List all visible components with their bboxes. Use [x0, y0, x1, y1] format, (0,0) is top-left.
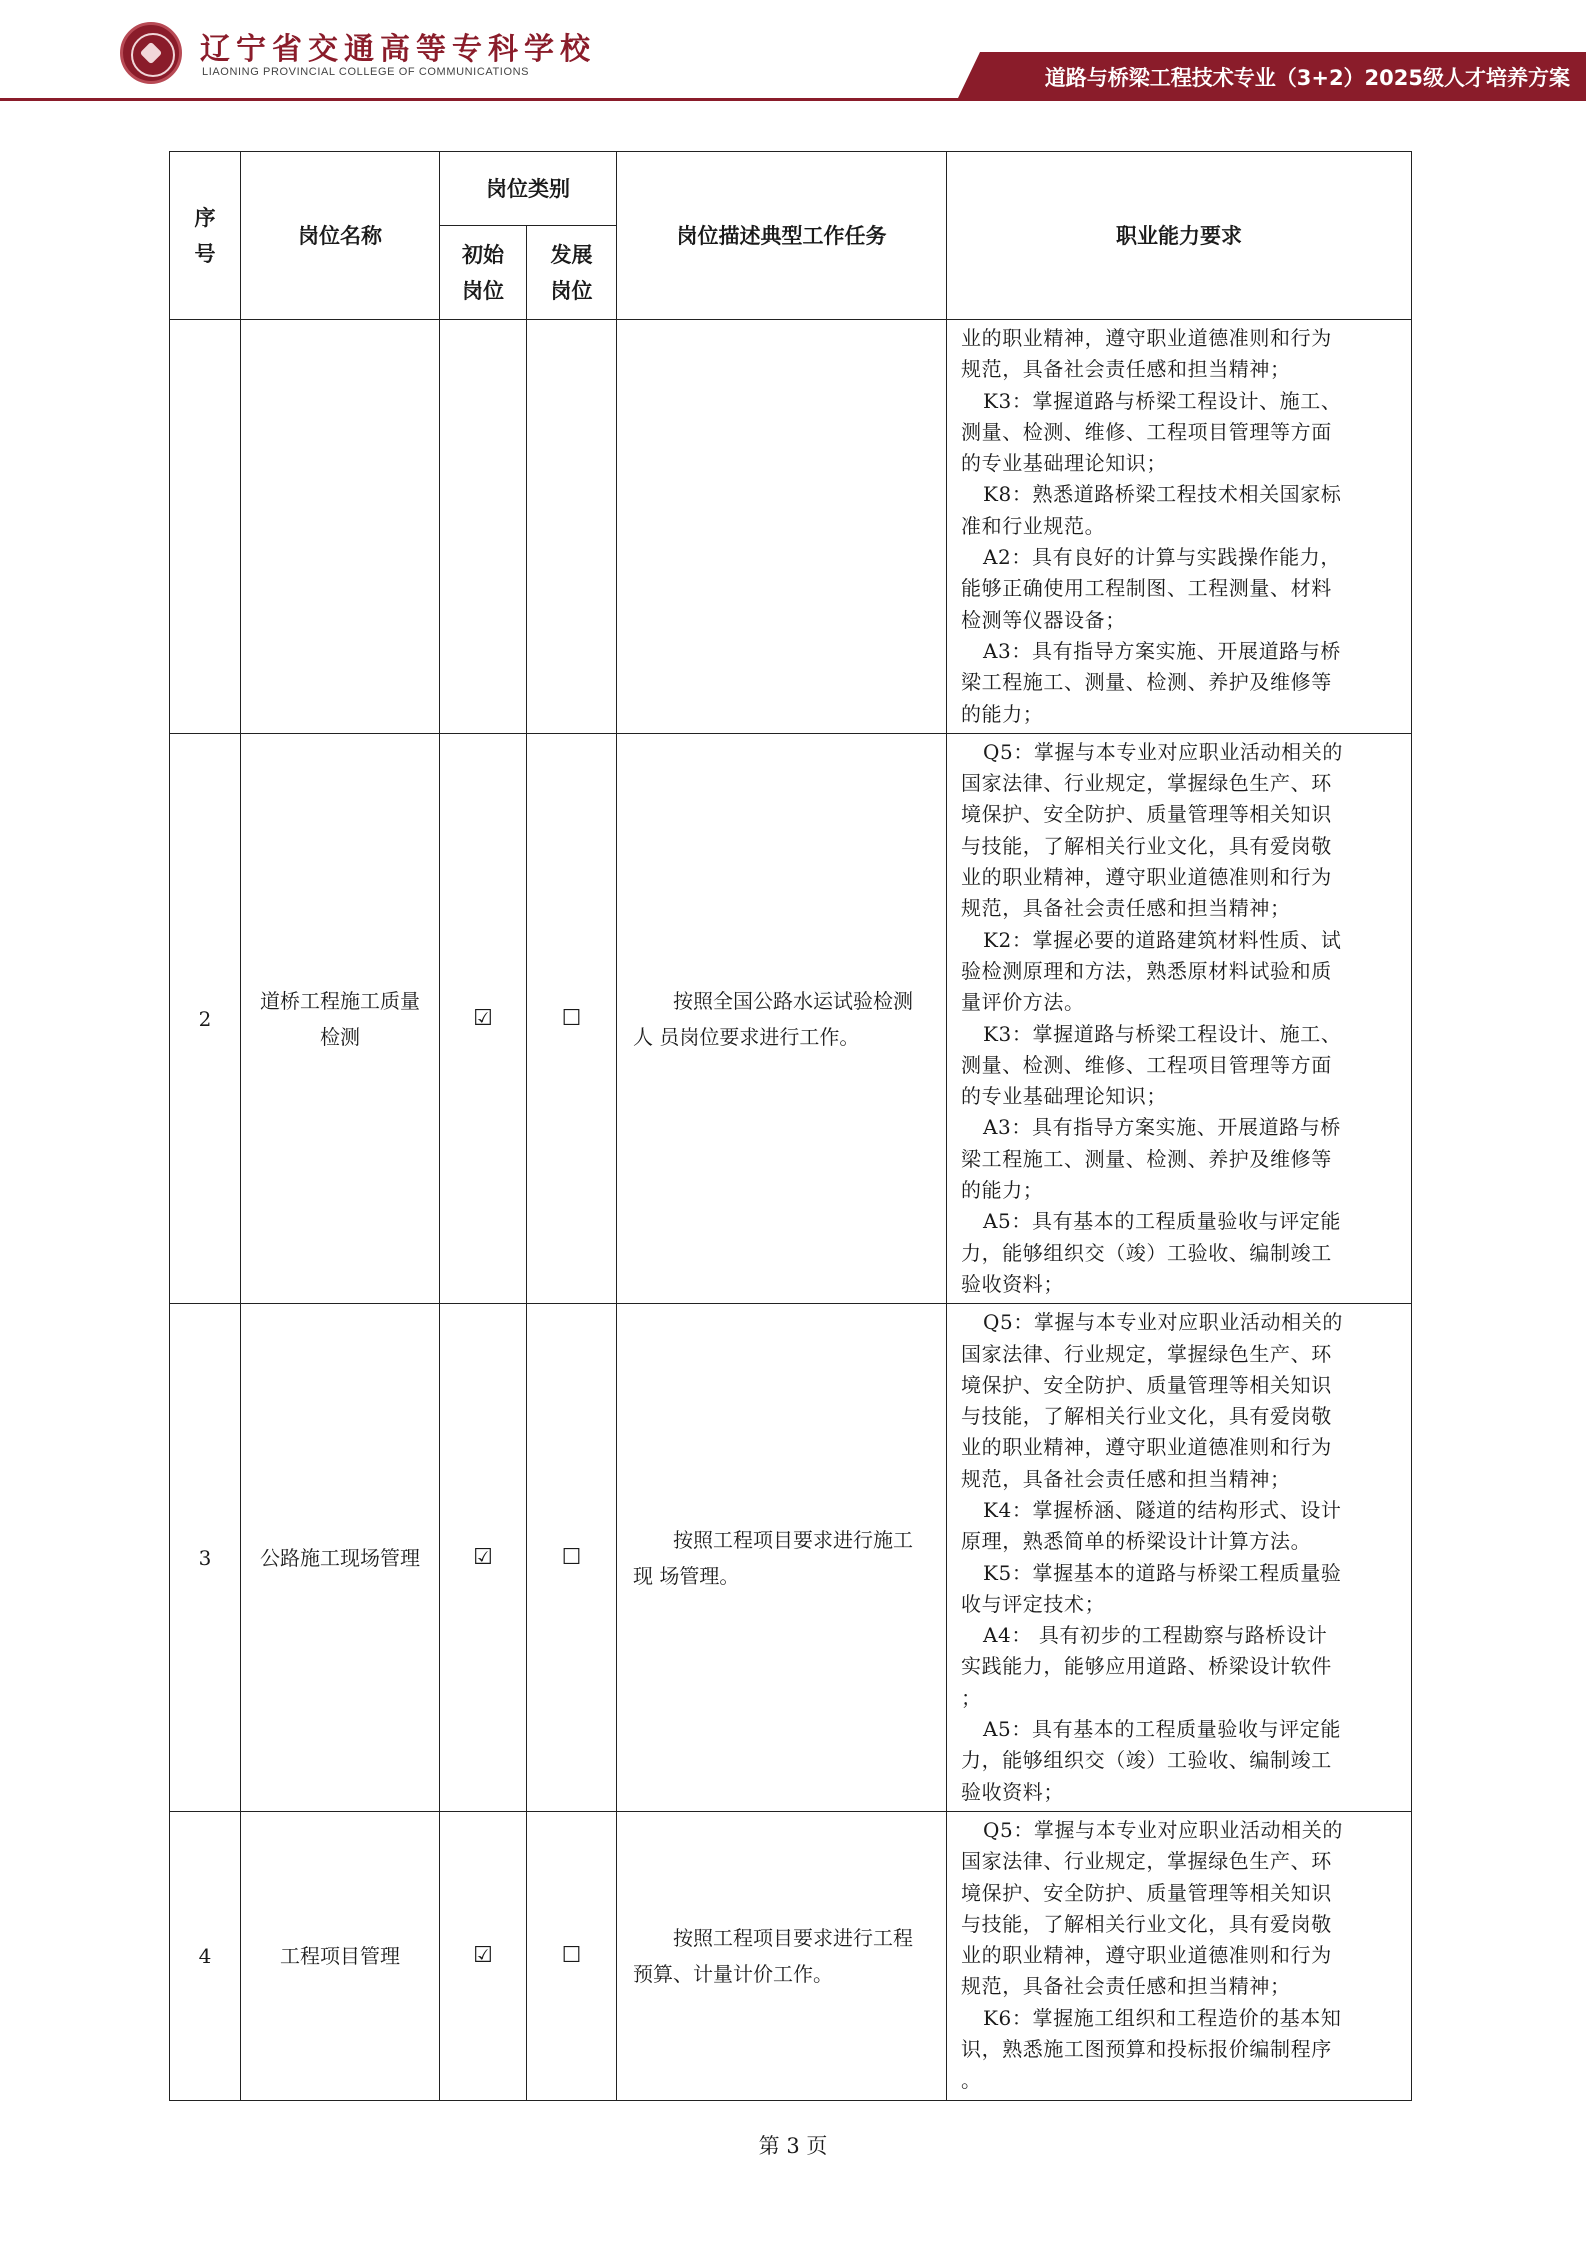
position-name — [241, 320, 440, 734]
header-no: 序号 — [170, 152, 241, 320]
table-row — [170, 320, 1412, 734]
initial-checkbox — [440, 1811, 527, 2100]
requirement-line: K3：掌握道路与桥梁工程设计、施工、 — [983, 388, 1342, 413]
initial-checkbox — [440, 733, 527, 1303]
position-name: 工程项目管理 — [241, 1811, 440, 2100]
requirement-line: 国家法律、行业规定，掌握绿色生产、环 — [961, 771, 1332, 796]
requirement-line: 准和行业规范。 — [961, 513, 1106, 538]
requirement-line: 。 — [961, 2068, 982, 2093]
unchecked-box-icon: ☐ — [561, 1545, 582, 1571]
requirement-line: K6：掌握施工组织和工程造价的基本知 — [983, 2005, 1342, 2030]
requirement-line: 境保护、安全防护、质量管理等相关知识 — [961, 1880, 1332, 1905]
requirements-cell — [947, 1304, 1412, 1812]
requirement-line: K4：掌握桥涵、隧道的结构形式、设计 — [983, 1497, 1342, 1522]
table-row — [170, 733, 1412, 1303]
checked-box-icon: ☑ — [473, 1943, 493, 1969]
requirement-line: 测量、检测、维修、工程项目管理等方面 — [961, 419, 1332, 444]
header-position-name: 岗位名称 — [241, 152, 440, 320]
requirement-line: K3：掌握道路与桥梁工程设计、施工、 — [983, 1021, 1342, 1046]
requirement-line: K8：熟悉道路桥梁工程技术相关国家标 — [983, 482, 1342, 507]
initial-checkbox — [440, 320, 527, 734]
requirement-line: A5：具有基本的工程质量验收与评定能 — [983, 1717, 1341, 1742]
page-header — [0, 0, 1586, 105]
requirement-line: 的专业基础理论知识； — [961, 1084, 1167, 1109]
requirement-line: 验收资料； — [961, 1271, 1064, 1296]
requirement-line: A2：具有良好的计算与实践操作能力， — [983, 545, 1341, 570]
table-body — [170, 320, 1412, 2101]
checked-box-icon: ☑ — [473, 1545, 493, 1571]
school-name-cn: 辽宁省交通高等专科学校 — [200, 32, 596, 67]
school-logo-icon — [120, 22, 182, 84]
row-number: 2 — [170, 733, 241, 1303]
requirement-line: A3：具有指导方案实施、开展道路与桥 — [983, 638, 1341, 663]
requirement-line: 检测等仪器设备； — [961, 607, 1126, 632]
header-divider — [0, 98, 1586, 101]
position-name: 公路施工现场管理 — [241, 1304, 440, 1812]
requirements-cell — [947, 1811, 1412, 2100]
development-checkbox — [527, 733, 617, 1303]
requirement-line: 原理，熟悉简单的桥梁设计计算方法。 — [961, 1529, 1312, 1554]
requirement-line: 规范，具备社会责任感和担当精神； — [961, 357, 1291, 382]
requirement-line: 业的职业精神，遵守职业道德准则和行为 — [961, 326, 1332, 350]
requirement-line: 业的职业精神，遵守职业道德准则和行为 — [961, 1943, 1332, 1968]
requirement-line: 识，熟悉施工图预算和投标报价编制程序 — [961, 2037, 1332, 2062]
unchecked-box-icon: ☐ — [561, 1943, 582, 1969]
position-ability-table — [169, 151, 1412, 2101]
requirement-line: K5：掌握基本的道路与桥梁工程质量验 — [983, 1560, 1342, 1585]
requirement-line: Q5：掌握与本专业对应职业活动相关的 — [983, 1310, 1343, 1335]
task-description: 按照工程项目要求进行工程预算、计量计价工作。 — [617, 1811, 947, 2100]
row-number: 4 — [170, 1811, 241, 2100]
position-name: 道桥工程施工质量检测 — [241, 733, 440, 1303]
requirement-line: 与技能，了解相关行业文化，具有爱岗敬 — [961, 1911, 1332, 1936]
requirement-line: 实践能力，能够应用道路、桥梁设计软件 — [961, 1654, 1332, 1679]
program-title: 道路与桥梁工程技术专业（3+2）2025级人才培养方案 — [1044, 66, 1570, 90]
development-checkbox — [527, 320, 617, 734]
header-initial: 初始岗位 — [440, 226, 527, 320]
table-row — [170, 1304, 1412, 1812]
requirement-line: 能够正确使用工程制图、工程测量、材料 — [961, 576, 1332, 601]
development-checkbox — [527, 1811, 617, 2100]
table-row — [170, 1811, 1412, 2100]
requirement-line: 国家法律、行业规定，掌握绿色生产、环 — [961, 1849, 1332, 1874]
requirement-line: 验检测原理和方法，熟悉原材料试验和质 — [961, 958, 1332, 983]
requirement-line: Q5：掌握与本专业对应职业活动相关的 — [983, 1817, 1343, 1842]
requirements-cell — [947, 733, 1412, 1303]
initial-checkbox — [440, 1304, 527, 1812]
requirement-line: 与技能，了解相关行业文化，具有爱岗敬 — [961, 833, 1332, 858]
checked-box-icon: ☑ — [473, 1006, 493, 1032]
requirement-line: 境保护、安全防护、质量管理等相关知识 — [961, 802, 1332, 827]
header-category: 岗位类别 — [440, 152, 617, 226]
requirement-line: 规范，具备社会责任感和担当精神； — [961, 896, 1291, 921]
requirement-line: 量评价方法。 — [961, 990, 1085, 1015]
task-description: 按照工程项目要求进行施工现 场管理。 — [617, 1304, 947, 1812]
requirement-line: 规范，具备社会责任感和担当精神； — [961, 1466, 1291, 1491]
unchecked-box-icon: ☐ — [561, 1006, 582, 1032]
requirement-line: 力，能够组织交（竣）工验收、编制竣工 — [961, 1240, 1332, 1265]
school-name-en: LIAONING PROVINCIAL COLLEGE OF COMMUNICATIONS — [202, 66, 530, 78]
task-description — [617, 320, 947, 734]
requirement-line: 境保护、安全防护、质量管理等相关知识 — [961, 1372, 1332, 1397]
requirement-line: 规范，具备社会责任感和担当精神； — [961, 1974, 1291, 1999]
development-checkbox — [527, 1304, 617, 1812]
requirement-line: 业的职业精神，遵守职业道德准则和行为 — [961, 865, 1332, 890]
requirement-line: A5：具有基本的工程质量验收与评定能 — [983, 1209, 1341, 1234]
requirement-line: 的能力； — [961, 701, 1044, 726]
requirement-line: 梁工程施工、测量、检测、养护及维修等 — [961, 670, 1332, 695]
header-task: 岗位描述典型工作任务 — [617, 152, 947, 320]
requirement-line: 力，能够组织交（竣）工验收、编制竣工 — [961, 1748, 1332, 1773]
requirement-line: K2：掌握必要的道路建筑材料性质、试 — [983, 927, 1342, 952]
requirement-line: 国家法律、行业规定，掌握绿色生产、环 — [961, 1341, 1332, 1366]
requirement-line: ； — [961, 1685, 982, 1710]
header-development: 发展岗位 — [527, 226, 617, 320]
requirement-line: 验收资料； — [961, 1779, 1064, 1804]
requirement-line: 的能力； — [961, 1178, 1044, 1203]
requirement-line: A4： 具有初步的工程勘察与路桥设计 — [983, 1623, 1328, 1648]
header-requirements: 职业能力要求 — [947, 152, 1412, 320]
requirement-line: Q5：掌握与本专业对应职业活动相关的 — [983, 739, 1343, 764]
requirement-line: 的专业基础理论知识； — [961, 451, 1167, 476]
page-number: 第 3 页 — [758, 2134, 828, 2158]
task-description: 按照全国公路水运试验检测人 员岗位要求进行工作。 — [617, 733, 947, 1303]
requirement-line: 业的职业精神，遵守职业道德准则和行为 — [961, 1435, 1332, 1460]
requirement-line: A3：具有指导方案实施、开展道路与桥 — [983, 1115, 1341, 1140]
row-number: 3 — [170, 1304, 241, 1812]
requirement-line: 测量、检测、维修、工程项目管理等方面 — [961, 1052, 1332, 1077]
requirements-cell — [947, 320, 1412, 734]
row-number — [170, 320, 241, 734]
requirement-line: 收与评定技术； — [961, 1591, 1106, 1616]
requirement-line: 梁工程施工、测量、检测、养护及维修等 — [961, 1146, 1332, 1171]
requirement-line: 与技能，了解相关行业文化，具有爱岗敬 — [961, 1404, 1332, 1429]
